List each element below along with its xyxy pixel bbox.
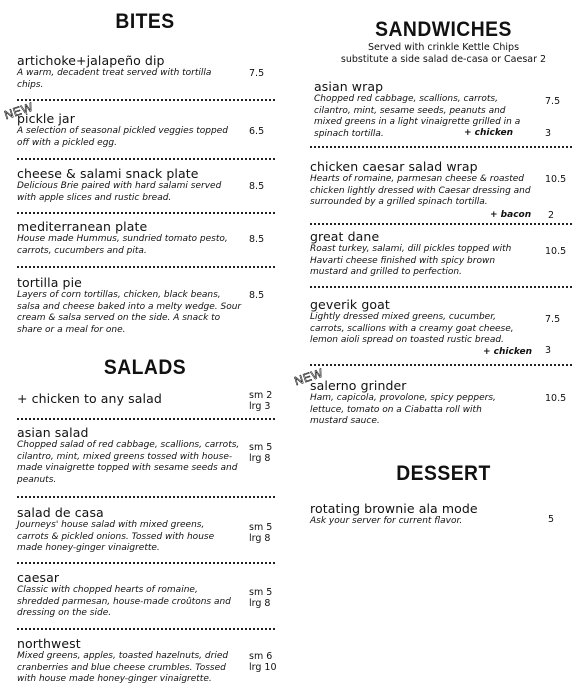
item-description: A selection of seasonal pickled veggies topped off with a pickled egg. <box>17 126 228 148</box>
new-badge: NEW <box>292 365 325 389</box>
item-description: Ham, capicola, provolone, spicy peppers, lettuce, tomato on a Ciabatta roll with mustard sauce. <box>310 393 496 426</box>
item-price-small: sm 6 <box>249 651 273 662</box>
item-price: 7.5 <box>545 314 561 325</box>
item-price-large: lrg 8 <box>249 533 271 544</box>
item-description: House made Hummus, sundried tomato pesto, carrots, cucumbers and pita. <box>17 234 228 256</box>
item-name: chicken caesar salad wrap <box>310 159 478 174</box>
divider <box>310 286 572 288</box>
item-price: 8.5 <box>249 181 265 192</box>
divider <box>17 212 275 214</box>
divider <box>17 562 275 564</box>
item-description: Lightly dressed mixed greens, cucumber, carrots, scallions with a creamy goat cheese, lemon aioli spread on toasted rustic bread. <box>310 312 514 345</box>
item-name: mediterranean plate <box>17 219 148 234</box>
item-name: geverik goat <box>310 297 390 312</box>
item-description: Hearts of romaine, parmesan cheese & roasted chicken lightly dressed with Caesar dressing and surrounded by a grilled spinach tortilla. <box>310 174 531 207</box>
item-price: 10.5 <box>545 393 567 404</box>
item-description: Classic with chopped hearts of romaine, shredded parmesan, house-made croûtons and dressing on the side. <box>17 585 231 618</box>
item-price: 8.5 <box>249 290 265 301</box>
item-name: tortilla pie <box>17 275 82 290</box>
item-price-large: lrg 3 <box>249 401 271 412</box>
item-description: Chopped red cabbage, scallions, carrots, cilantro, mint, sesame seeds, peanuts and mixed greens in a light vinaigrette grilled in a spinach tortilla. <box>314 94 521 139</box>
item-price-small: sm 5 <box>249 587 273 598</box>
item-price-large: lrg 8 <box>249 453 271 464</box>
divider <box>17 418 275 420</box>
item-addon: + chicken <box>464 128 514 138</box>
item-name: caesar <box>17 570 60 585</box>
item-price: 10.5 <box>545 246 567 257</box>
bites-title: BITES <box>115 10 175 33</box>
item-addon: + chicken <box>483 347 533 357</box>
divider <box>17 99 275 101</box>
item-name: salerno grinder <box>310 378 407 393</box>
item-description: A warm, decadent treat served with tortilla chips. <box>17 68 212 90</box>
item-description: Delicious Brie paired with hard salami served with apple slices and rustic bread. <box>17 181 222 203</box>
item-price: 8.5 <box>249 234 265 245</box>
dessert-title: DESSERT <box>396 462 491 485</box>
sandwiches-subtitle-1: Served with crinkle Kettle Chips <box>367 42 520 53</box>
divider <box>310 146 572 148</box>
item-description: Chopped salad of red cabbage, scallions, carrots, cilantro, mint, mixed greens tossed with house-made vinaigrette topped with sesame seeds and peanuts. <box>17 440 240 485</box>
item-price: 5 <box>548 514 555 525</box>
item-description: Roast turkey, salami, dill pickles topped with Havarti cheese finished with spicy brown mustard and grilled to perfection. <box>310 244 512 277</box>
item-price: 7.5 <box>545 96 561 107</box>
item-name: cheese & salami snack plate <box>17 166 199 181</box>
item-price-large: lrg 10 <box>249 662 277 673</box>
item-description: Mixed greens, apples, toasted hazelnuts, dried cranberries and blue cheese crumbles. Tossed with house made honey-ginger vinaigrette. <box>17 651 229 684</box>
item-name: salad de casa <box>17 505 104 520</box>
item-name: asian wrap <box>314 79 384 94</box>
sandwiches-title: SANDWICHES <box>375 18 512 41</box>
item-name: + chicken to any salad <box>17 391 162 406</box>
item-name: asian salad <box>17 425 89 440</box>
divider <box>310 364 572 366</box>
item-price-large: lrg 8 <box>249 598 271 609</box>
divider <box>17 266 275 268</box>
item-addon-price: 3 <box>545 345 552 356</box>
divider <box>17 496 275 498</box>
item-description: Layers of corn tortillas, chicken, black beans, salsa and cheese baked into a melty wedge. Sour cream & salsa served on the side. A snack to share or a meal for one. <box>17 290 242 335</box>
item-name: great dane <box>310 229 380 244</box>
item-description: Ask your server for current flavor. <box>310 516 463 526</box>
item-price: 7.5 <box>249 68 265 79</box>
sandwiches-subtitle-2: substitute a side salad de-casa or Caesar 2 <box>340 54 547 65</box>
item-price-small: sm 5 <box>249 442 273 453</box>
divider <box>17 158 275 160</box>
salads-title: SALADS <box>103 356 187 379</box>
item-price: 6.5 <box>249 126 265 137</box>
item-addon-price: 2 <box>548 210 555 221</box>
item-name: northwest <box>17 636 81 651</box>
item-name: rotating brownie ala mode <box>310 501 478 516</box>
item-name: artichoke+jalapeño dip <box>17 53 165 68</box>
item-addon-price: 3 <box>545 128 552 139</box>
item-price: 10.5 <box>545 174 567 185</box>
item-description: Journeys' house salad with mixed greens, carrots & pickled onions. Tossed with house made honey-ginger vinaigrette. <box>17 520 215 553</box>
divider <box>310 223 572 225</box>
new-badge: NEW <box>2 99 35 123</box>
divider <box>17 628 275 630</box>
item-price-small: sm 5 <box>249 522 273 533</box>
item-name: pickle jar <box>17 111 75 126</box>
item-addon: + bacon <box>490 210 532 220</box>
item-price-small: sm 2 <box>249 390 273 401</box>
